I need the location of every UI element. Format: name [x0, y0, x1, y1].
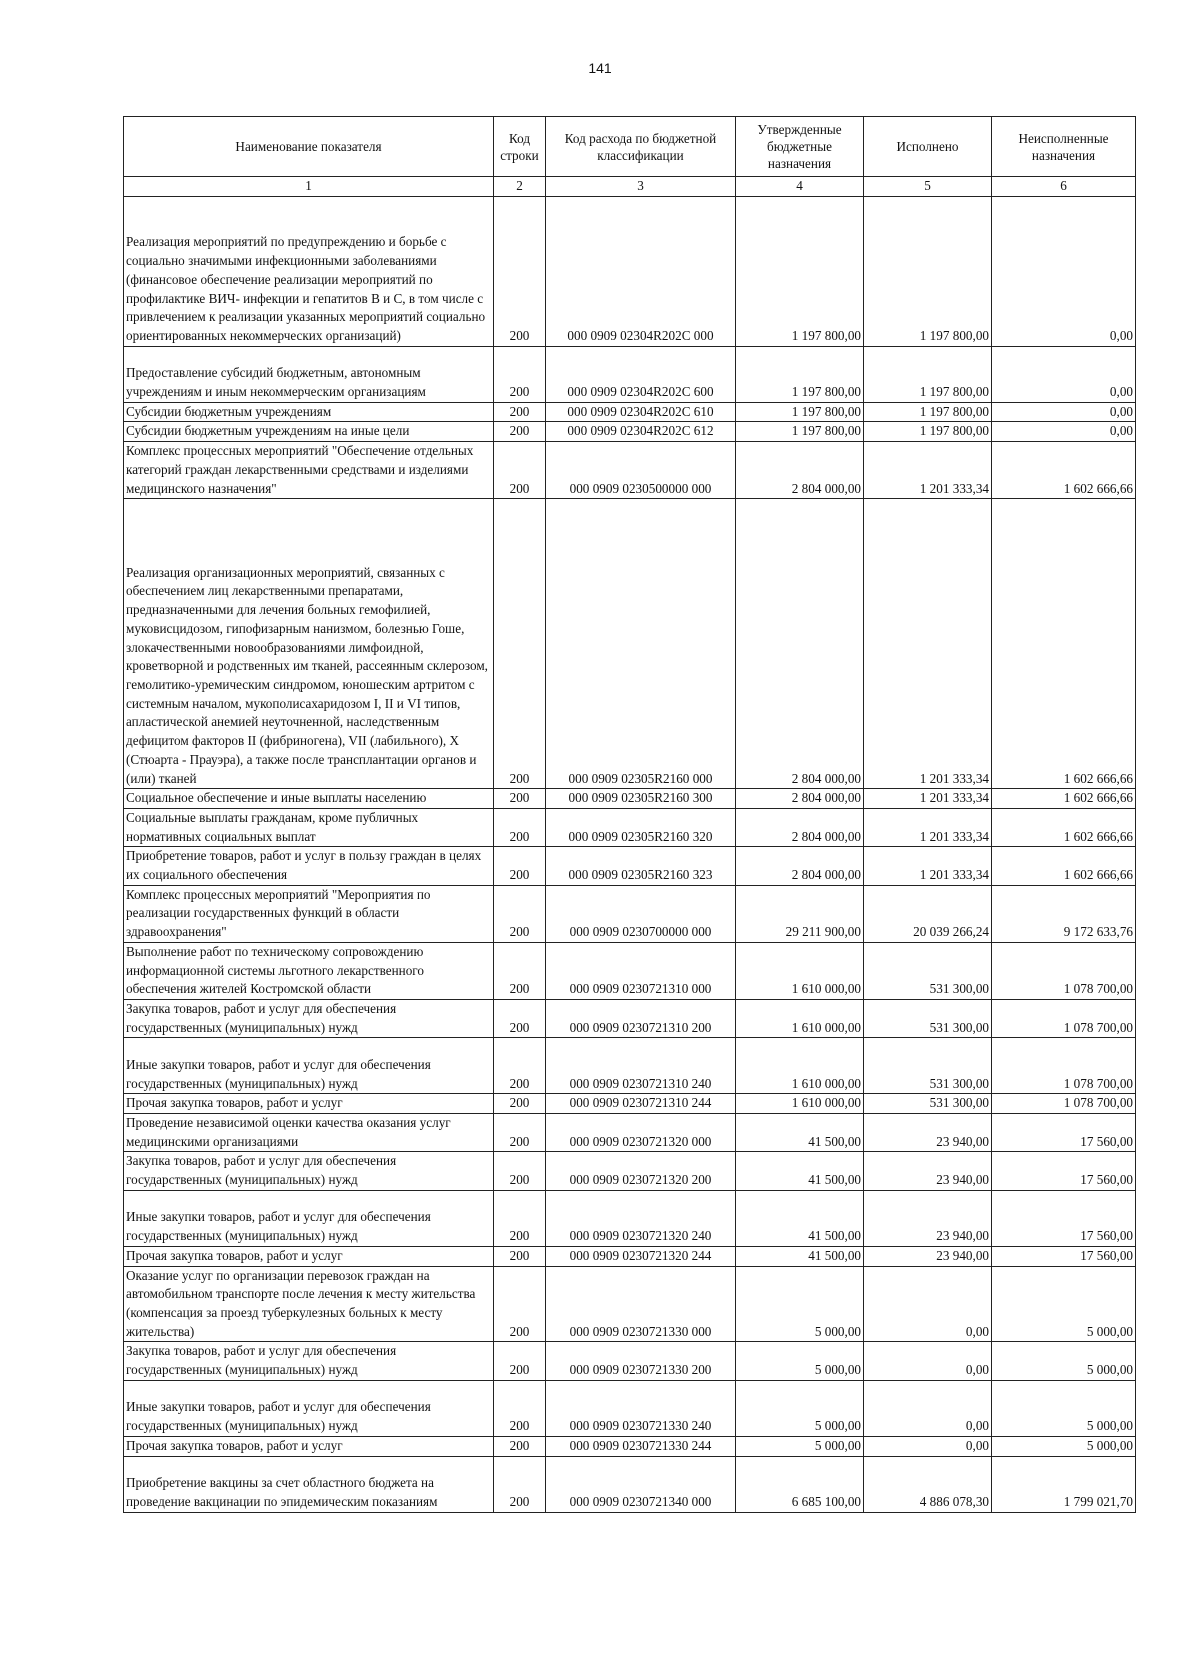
- row-line-code: 200: [494, 1342, 546, 1380]
- row-budget-code: 000 0909 02305R2160 320: [546, 808, 736, 846]
- row-executed: 20 039 266,24: [864, 885, 992, 942]
- row-name: Закупка товаров, работ и услуг для обеспечения государственных (муниципальных) нужд: [124, 999, 494, 1037]
- row-executed: 1 201 333,34: [864, 808, 992, 846]
- row-unexecuted: 0,00: [992, 402, 1136, 422]
- row-executed: 1 201 333,34: [864, 847, 992, 885]
- row-line-code: 200: [494, 346, 546, 402]
- row-executed: 1 201 333,34: [864, 442, 992, 499]
- row-budget-code: 000 0909 02305R2160 300: [546, 789, 736, 809]
- budget-execution-table: [123, 116, 1136, 1513]
- row-unexecuted: 5 000,00: [992, 1436, 1136, 1456]
- table-row: [124, 346, 1136, 402]
- row-approved: 41 500,00: [736, 1114, 864, 1152]
- row-name: Проведение независимой оценки качества оказания услуг медицинскими организациями: [124, 1114, 494, 1152]
- row-line-code: 200: [494, 196, 546, 346]
- row-line-code: 200: [494, 789, 546, 809]
- row-unexecuted: 1 602 666,66: [992, 808, 1136, 846]
- row-name: Иные закупки товаров, работ и услуг для обеспечения государственных (муниципальных) нужд: [124, 1380, 494, 1436]
- row-approved: 5 000,00: [736, 1266, 864, 1342]
- table-row: [124, 999, 1136, 1037]
- row-budget-code: 000 0909 02304R202C 600: [546, 346, 736, 402]
- table-row: [124, 1190, 1136, 1246]
- row-line-code: 200: [494, 1190, 546, 1246]
- row-line-code: 200: [494, 999, 546, 1037]
- row-unexecuted: 1 602 666,66: [992, 499, 1136, 789]
- row-budget-code: 000 0909 0230700000 000: [546, 885, 736, 942]
- row-name: Предоставление субсидий бюджетным, автономным учреждениям и иным некоммерческим организациям: [124, 346, 494, 402]
- row-budget-code: 000 0909 0230721310 240: [546, 1038, 736, 1094]
- row-budget-code: 000 0909 0230721310 244: [546, 1094, 736, 1114]
- row-executed: 1 197 800,00: [864, 402, 992, 422]
- row-name: Социальное обеспечение и иные выплаты населению: [124, 789, 494, 809]
- table-row: [124, 442, 1136, 499]
- row-approved: 1 197 800,00: [736, 422, 864, 442]
- column-index: 3: [546, 177, 736, 197]
- column-index-row: [124, 177, 1136, 197]
- row-executed: 23 940,00: [864, 1190, 992, 1246]
- row-budget-code: 000 0909 0230721330 244: [546, 1436, 736, 1456]
- row-name: Субсидии бюджетным учреждениям на иные цели: [124, 422, 494, 442]
- row-name: Социальные выплаты гражданам, кроме публичных нормативных социальных выплат: [124, 808, 494, 846]
- row-executed: 0,00: [864, 1266, 992, 1342]
- header-row: [124, 117, 1136, 177]
- row-unexecuted: 17 560,00: [992, 1114, 1136, 1152]
- row-line-code: 200: [494, 1094, 546, 1114]
- row-budget-code: 000 0909 0230721330 200: [546, 1342, 736, 1380]
- row-name: Приобретение вакцины за счет областного бюджета на проведение вакцинации по эпидемическим показаниям: [124, 1456, 494, 1512]
- row-line-code: 200: [494, 1038, 546, 1094]
- column-index: 4: [736, 177, 864, 197]
- row-executed: 1 201 333,34: [864, 499, 992, 789]
- row-line-code: 200: [494, 1436, 546, 1456]
- row-approved: 6 685 100,00: [736, 1456, 864, 1512]
- row-unexecuted: 0,00: [992, 196, 1136, 346]
- row-name: Закупка товаров, работ и услуг для обеспечения государственных (муниципальных) нужд: [124, 1342, 494, 1380]
- row-executed: 23 940,00: [864, 1246, 992, 1266]
- row-name: Прочая закупка товаров, работ и услуг: [124, 1246, 494, 1266]
- row-approved: 1 197 800,00: [736, 402, 864, 422]
- row-name: Иные закупки товаров, работ и услуг для обеспечения государственных (муниципальных) нужд: [124, 1190, 494, 1246]
- row-budget-code: 000 0909 0230500000 000: [546, 442, 736, 499]
- row-unexecuted: 5 000,00: [992, 1342, 1136, 1380]
- row-budget-code: 000 0909 0230721320 240: [546, 1190, 736, 1246]
- row-executed: 531 300,00: [864, 942, 992, 999]
- row-line-code: 200: [494, 1380, 546, 1436]
- row-line-code: 200: [494, 1266, 546, 1342]
- row-name: Прочая закупка товаров, работ и услуг: [124, 1094, 494, 1114]
- row-name: Субсидии бюджетным учреждениям: [124, 402, 494, 422]
- row-name: Иные закупки товаров, работ и услуг для обеспечения государственных (муниципальных) нужд: [124, 1038, 494, 1094]
- row-line-code: 200: [494, 885, 546, 942]
- row-unexecuted: 5 000,00: [992, 1380, 1136, 1436]
- row-budget-code: 000 0909 02304R202C 612: [546, 422, 736, 442]
- row-budget-code: 000 0909 02304R202C 610: [546, 402, 736, 422]
- row-unexecuted: 1 078 700,00: [992, 1094, 1136, 1114]
- header-line-code: Код строки: [494, 117, 546, 177]
- table-row: [124, 1266, 1136, 1342]
- row-approved: 5 000,00: [736, 1380, 864, 1436]
- row-budget-code: 000 0909 0230721320 200: [546, 1152, 736, 1190]
- row-name: Прочая закупка товаров, работ и услуг: [124, 1436, 494, 1456]
- table-row: [124, 808, 1136, 846]
- table-row: [124, 789, 1136, 809]
- row-approved: 5 000,00: [736, 1342, 864, 1380]
- table-row: [124, 1342, 1136, 1380]
- table-row: [124, 885, 1136, 942]
- row-approved: 2 804 000,00: [736, 442, 864, 499]
- row-unexecuted: 1 078 700,00: [992, 999, 1136, 1037]
- row-budget-code: 000 0909 02305R2160 323: [546, 847, 736, 885]
- row-executed: 0,00: [864, 1436, 992, 1456]
- header-unexecuted: Неисполненные назначения: [992, 117, 1136, 177]
- row-budget-code: 000 0909 0230721320 244: [546, 1246, 736, 1266]
- row-name: Реализация мероприятий по предупреждению и борьбе с социально значимыми инфекционными заболеваниями (финансовое обеспечение реализации мероприятий по профилактике ВИЧ- инфекции и гепатитов В и С, в том числе с привлечением к реализации указанных мероприятий социально ориентированных некоммерческих организаций): [124, 196, 494, 346]
- row-unexecuted: 1 602 666,66: [992, 442, 1136, 499]
- row-executed: 23 940,00: [864, 1152, 992, 1190]
- row-line-code: 200: [494, 847, 546, 885]
- row-budget-code: 000 0909 02305R2160 000: [546, 499, 736, 789]
- row-approved: 5 000,00: [736, 1436, 864, 1456]
- row-budget-code: 000 0909 0230721310 000: [546, 942, 736, 999]
- row-line-code: 200: [494, 422, 546, 442]
- table-row: [124, 1114, 1136, 1152]
- row-executed: 531 300,00: [864, 1038, 992, 1094]
- row-name: Оказание услуг по организации перевозок граждан на автомобильном транспорте после лечения к месту жительства (компенсация за проезд туберкулезных больных к месту жительства): [124, 1266, 494, 1342]
- row-line-code: 200: [494, 402, 546, 422]
- header-approved: Утвержденные бюджетные назначения: [736, 117, 864, 177]
- row-name: Комплекс процессных мероприятий "Обеспечение отдельных категорий граждан лекарственными средствами и изделиями медицинского назначения": [124, 442, 494, 499]
- column-index: 5: [864, 177, 992, 197]
- header-executed: Исполнено: [864, 117, 992, 177]
- table-row: [124, 499, 1136, 789]
- row-name: Приобретение товаров, работ и услуг в пользу граждан в целях их социального обеспечения: [124, 847, 494, 885]
- table-row: [124, 422, 1136, 442]
- table-row: [124, 847, 1136, 885]
- row-approved: 41 500,00: [736, 1246, 864, 1266]
- row-budget-code: 000 0909 0230721320 000: [546, 1114, 736, 1152]
- row-unexecuted: 17 560,00: [992, 1246, 1136, 1266]
- row-line-code: 200: [494, 1152, 546, 1190]
- row-line-code: 200: [494, 808, 546, 846]
- row-approved: 1 610 000,00: [736, 1094, 864, 1114]
- header-budget-code: Код расхода по бюджетной классификации: [546, 117, 736, 177]
- column-index: 2: [494, 177, 546, 197]
- row-line-code: 200: [494, 1246, 546, 1266]
- row-executed: 531 300,00: [864, 999, 992, 1037]
- table-row: [124, 1246, 1136, 1266]
- table-row: [124, 1094, 1136, 1114]
- row-executed: 4 886 078,30: [864, 1456, 992, 1512]
- column-index: 6: [992, 177, 1136, 197]
- page-number: 141: [588, 60, 612, 76]
- row-unexecuted: 1 799 021,70: [992, 1456, 1136, 1512]
- table-row: [124, 1436, 1136, 1456]
- table-row: [124, 196, 1136, 346]
- row-approved: 2 804 000,00: [736, 789, 864, 809]
- row-executed: 1 197 800,00: [864, 196, 992, 346]
- row-name: Выполнение работ по техническому сопровождению информационной системы льготного лекарственного обеспечения жителей Костромской области: [124, 942, 494, 999]
- row-approved: 2 804 000,00: [736, 808, 864, 846]
- row-budget-code: 000 0909 0230721330 000: [546, 1266, 736, 1342]
- row-unexecuted: 1 078 700,00: [992, 942, 1136, 999]
- table-row: [124, 402, 1136, 422]
- row-budget-code: 000 0909 0230721340 000: [546, 1456, 736, 1512]
- row-budget-code: 000 0909 02304R202C 000: [546, 196, 736, 346]
- table-row: [124, 1152, 1136, 1190]
- row-unexecuted: 0,00: [992, 346, 1136, 402]
- row-unexecuted: 9 172 633,76: [992, 885, 1136, 942]
- row-executed: 0,00: [864, 1342, 992, 1380]
- row-budget-code: 000 0909 0230721330 240: [546, 1380, 736, 1436]
- table-row: [124, 1380, 1136, 1436]
- row-line-code: 200: [494, 1456, 546, 1512]
- column-index: 1: [124, 177, 494, 197]
- row-unexecuted: 17 560,00: [992, 1190, 1136, 1246]
- header-indicator-name: Наименование показателя: [124, 117, 494, 177]
- row-line-code: 200: [494, 942, 546, 999]
- table-row: [124, 942, 1136, 999]
- row-unexecuted: 0,00: [992, 422, 1136, 442]
- row-unexecuted: 17 560,00: [992, 1152, 1136, 1190]
- row-approved: 2 804 000,00: [736, 847, 864, 885]
- row-name: Комплекс процессных мероприятий "Мероприятия по реализации государственных функций в области здравоохранения": [124, 885, 494, 942]
- row-approved: 2 804 000,00: [736, 499, 864, 789]
- row-line-code: 200: [494, 442, 546, 499]
- row-executed: 1 197 800,00: [864, 422, 992, 442]
- row-name: Реализация организационных мероприятий, связанных с обеспечением лиц лекарственными препаратами, предназначенными для лечения больных гемофилией, муковисцидозом, гипофизарным нанизмом, болезнью Гоше, злокачественными новообразованиями лимфоидной, кроветворной и родственных им тканей, рассеянным склерозом, гемолитико-уремическим синдромом, юношеским артритом с системным началом, мукополисахаридозом I, II и VI типов, апластической анемией неуточненной, наследственным дефицитом факторов II (фибриногена), VII (лабильного), X (Стюарта - Прауэра), а также после трансплантации органов и (или) тканей: [124, 499, 494, 789]
- table-row: [124, 1038, 1136, 1094]
- row-approved: 41 500,00: [736, 1152, 864, 1190]
- row-executed: 531 300,00: [864, 1094, 992, 1114]
- row-approved: 1 610 000,00: [736, 1038, 864, 1094]
- row-unexecuted: 1 602 666,66: [992, 847, 1136, 885]
- row-approved: 1 197 800,00: [736, 346, 864, 402]
- row-line-code: 200: [494, 1114, 546, 1152]
- row-executed: 1 201 333,34: [864, 789, 992, 809]
- row-approved: 29 211 900,00: [736, 885, 864, 942]
- table-row: [124, 1456, 1136, 1512]
- row-budget-code: 000 0909 0230721310 200: [546, 999, 736, 1037]
- row-line-code: 200: [494, 499, 546, 789]
- row-name: Закупка товаров, работ и услуг для обеспечения государственных (муниципальных) нужд: [124, 1152, 494, 1190]
- row-approved: 1 610 000,00: [736, 942, 864, 999]
- row-approved: 1 610 000,00: [736, 999, 864, 1037]
- row-unexecuted: 1 602 666,66: [992, 789, 1136, 809]
- row-unexecuted: 1 078 700,00: [992, 1038, 1136, 1094]
- row-unexecuted: 5 000,00: [992, 1266, 1136, 1342]
- row-approved: 41 500,00: [736, 1190, 864, 1246]
- row-executed: 0,00: [864, 1380, 992, 1436]
- row-executed: 23 940,00: [864, 1114, 992, 1152]
- row-approved: 1 197 800,00: [736, 196, 864, 346]
- row-executed: 1 197 800,00: [864, 346, 992, 402]
